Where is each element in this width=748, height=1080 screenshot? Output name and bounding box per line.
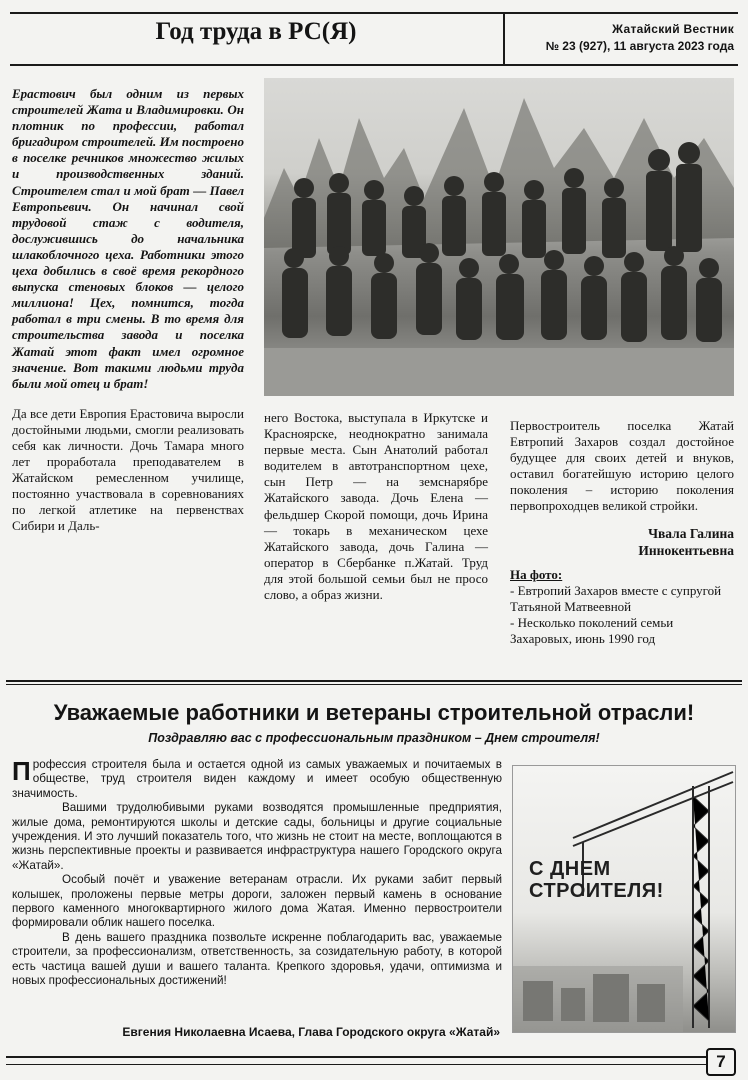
article-paragraph: Первостроитель поселка Жатай Евтропий Захаров создал достойное будущее для своих детей и внуков, оставил богатейшую историю целого поколения – историю поколения первопроходцев великой стройки.: [510, 418, 734, 514]
builders-day-poster: [512, 765, 736, 1033]
greeting-subtitle: Поздравляю вас с профессиональным праздником – Днем строителя!: [148, 731, 600, 745]
article-paragraph: него Востока, выступала в Иркутске и Красноярске, неоднократно занимала первые места. Сын Анатолий работал водителем в автотранспортном цехе, сын Петр — на земснарябре Жатайского завода. Дочь Елена — фельдшер Скорой помощи, дочь Ирина — токарь в механическом цехе Жатайского завода, дочь Галина — оператор в Сбербанке п.Жатай. Труд для этой большой семьи был не просо слово, а образ жизни.: [264, 410, 488, 603]
article-column-3: [510, 418, 734, 647]
article-paragraph: Да все дети Европия Ерастовича выросли достойными людьми, смогли реализовать себя как личности. Дочь Тамара много лет проработала преподавателем в Жатайском ремесленном училище, постоянно участвовала в соревнованиях по легкой атлетике на первенствах Сибири и Даль-: [12, 405, 244, 534]
section-divider-thin: [6, 684, 742, 685]
family-photo: [264, 78, 734, 396]
issue-info: № 23 (927), 11 августа 2023 года: [545, 39, 734, 53]
article-column-1: [12, 86, 244, 535]
section-title: Год труда в РС(Я): [155, 18, 357, 45]
header-top-rule: [10, 12, 738, 14]
poster-text-line: С ДНЕМ: [529, 858, 611, 880]
section-divider: [6, 680, 742, 682]
drop-cap: П: [12, 756, 31, 786]
greeting-paragraph: Особый почёт и уважение ветеранам отрасли. Их руками забит первый колышек, проложены первые метры дороги, заложен первый камень в основание первого каменного многоквартирного жилого дома Жатая. Именно первостроители формировали облик нашего поселка.: [12, 873, 502, 930]
article-italic-paragraph: Ерастович был одним из первых строителей Жата и Владимировки. Он плотник по профессии, работал бригадиром строителей. Им построено в поселке речников множество жилых и производственных зданий. Строителем стал и мой брат — Павел Евтропьевич. Он начинал свой трудовой стаж с водителя, дослужившись до начальника шлакоблочного цеха. Работники этого цеха добились в своё время рекордного выпуска стеновых блоков — целого миллиона! Цех, помнится, тогда работал в три смены. В то время для строительства завода и поселка Жатай этот факт имел огромное значение. Вот такими людьми труда были мой отец и брат!: [12, 86, 244, 391]
page-number: 7: [706, 1048, 736, 1076]
caption-line: - Евтропий Захаров вместе с супругой Татьяной Матвеевной: [510, 582, 722, 614]
greeting-paragraph: [12, 758, 502, 801]
author-name: [510, 525, 734, 559]
caption-heading: На фото:: [510, 566, 563, 582]
poster-text-line: СТРОИТЕЛЯ!: [529, 880, 664, 902]
family-photo-image: [264, 78, 734, 396]
footer-rule-thin: [6, 1064, 706, 1065]
greeting-paragraph-text: рофессия строителя была и остается одной из самых уважаемых и почитаемых в обществе, труд строителя виден каждому и имеет особую общественную значимость.: [12, 758, 502, 800]
header-bottom-rule: [10, 64, 738, 66]
photo-caption: [510, 567, 734, 647]
author-name-line: Чвала Галина: [648, 525, 734, 541]
header-divider: [503, 12, 505, 64]
author-name-line: Иннокентьевна: [638, 542, 734, 558]
footer-rule: [6, 1056, 706, 1058]
caption-line: - Несколько поколений семьи Захаровых, июнь 1990 год: [510, 614, 674, 646]
publication-name: Жатайский Вестник: [612, 22, 734, 36]
greeting-paragraph: Вашими трудолюбивыми руками возводятся промышленные предприятия, жилые дома, ремонтируются школы и детские сады, больницы и другие социальные учреждения. И это лучший показатель того, что жизнь не стоит на месте, воплощаются в жизнь перспективные проекты и развивается инфраструктура нашего Городского округа «Жатай».: [12, 801, 502, 872]
greeting-title: Уважаемые работники и ветераны строительной отрасли!: [53, 700, 695, 725]
greeting-body: [12, 758, 502, 989]
greeting-signature: Евгения Николаевна Исаева, Глава Городского округа «Жатай»: [122, 1025, 500, 1039]
greeting-paragraph: В день вашего праздника позвольте искренне поблагодарить вас, уважаемые строители, за профессионализм, ответственность, за созидательную работу, в которой есть частица вашей души и вашего таланта. Крепкого здоровья, удачи, оптимизма и новых профессиональных достижений!: [12, 930, 502, 988]
article-column-2: [264, 410, 488, 603]
poster-text: [529, 858, 664, 902]
